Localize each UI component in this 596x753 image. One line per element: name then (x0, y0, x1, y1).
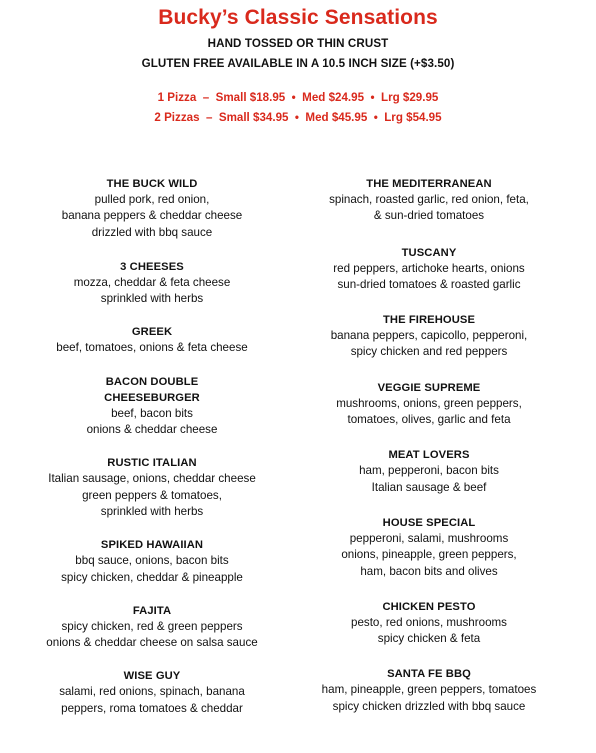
item-name: BACON DOUBLE (105, 375, 199, 388)
item-name: FAJITA (132, 604, 172, 617)
item-desc-line: drizzled with bbq sauce (91, 225, 213, 239)
item-desc-line: beef, bacon bits (111, 406, 193, 420)
item-name: TUSCANY (401, 246, 457, 259)
price-one-pizza: 1 Pizza – Small $18.95 • Med $24.95 • Lrg $29.95 (157, 91, 439, 104)
crust-options: HAND TOSSED OR THIN CRUST (207, 37, 389, 50)
menu-item (289, 666, 569, 715)
menu-title: Bucky’s Classic Sensations (158, 6, 438, 29)
item-desc-line: salami, red onions, spinach, banana (59, 685, 245, 699)
item-desc-line: tomatoes, olives, garlic and feta (347, 413, 511, 427)
item-desc-line: mozza, cheddar & feta cheese (73, 275, 231, 289)
item-desc-line: banana peppers & cheddar cheese (61, 209, 243, 223)
item-desc-line: onions & cheddar cheese on salsa sauce (46, 636, 258, 650)
item-desc-line: sun-dried tomatoes & roasted garlic (337, 277, 521, 291)
item-name: RUSTIC ITALIAN (107, 457, 197, 470)
menu-item (289, 447, 569, 496)
menu-item (289, 176, 569, 225)
item-desc-line: sprinkled with herbs (100, 504, 204, 518)
menu-item (12, 324, 292, 356)
menu-item (289, 380, 569, 429)
menu-item (12, 668, 292, 717)
menu-column-left (12, 176, 292, 717)
item-name: THE BUCK WILD (106, 178, 198, 190)
item-desc-line: onions & cheddar cheese (86, 423, 218, 437)
item-desc-line: ham, bacon bits and olives (360, 564, 498, 578)
item-desc-line: banana peppers, capicollo, pepperoni, (330, 329, 528, 343)
item-desc-line: onions, pineapple, green peppers, (341, 548, 517, 562)
item-desc-line: beef, tomatoes, onions & feta cheese (56, 341, 248, 355)
menu-item (12, 537, 292, 586)
item-desc-line: & sun-dried tomatoes (373, 209, 485, 223)
item-desc-line: spicy chicken & feta (377, 632, 481, 646)
item-desc-line: pepperoni, salami, mushrooms (349, 531, 509, 545)
item-desc-line: ham, pepperoni, bacon bits (359, 464, 499, 478)
item-name: THE MEDITERRANEAN (366, 178, 492, 190)
item-desc-line: pulled pork, red onion, (94, 193, 210, 206)
item-name: SANTA FE BBQ (387, 668, 471, 681)
item-desc-line: spicy chicken drizzled with bbq sauce (332, 699, 526, 713)
menu-item (12, 259, 292, 308)
item-desc-line: red peppers, artichoke hearts, onions (333, 261, 525, 275)
item-name: VEGGIE SUPREME (377, 381, 481, 394)
item-desc-line: pesto, red onions, mushrooms (351, 615, 507, 629)
menu-item (289, 312, 569, 361)
menu-item (289, 245, 569, 294)
item-desc-line: sprinkled with herbs (100, 292, 204, 306)
item-desc-line: Italian sausage, onions, cheddar cheese (48, 472, 256, 486)
item-desc-line: green peppers & tomatoes, (82, 488, 222, 502)
item-desc-line: ham, pineapple, green peppers, tomatoes (321, 683, 537, 697)
item-name: SPIKED HAWAIIAN (100, 539, 204, 552)
gluten-free-note: GLUTEN FREE AVAILABLE IN A 10.5 INCH SIZE (+$3.50) (141, 57, 455, 70)
menu-item (12, 374, 292, 439)
menu-column-right (289, 176, 569, 715)
menu-item (12, 176, 292, 241)
item-name: MEAT LOVERS (388, 449, 470, 462)
menu-item (289, 515, 569, 580)
menu-item (12, 455, 292, 520)
item-name: CHICKEN PESTO (382, 600, 476, 613)
item-desc-line: mushrooms, onions, green peppers, (336, 396, 522, 410)
item-desc-line: spicy chicken, red & green peppers (61, 619, 243, 633)
item-desc-line: spicy chicken, cheddar & pineapple (61, 570, 243, 584)
item-desc-line: spinach, roasted garlic, red onion, feta, (329, 193, 529, 206)
item-desc-line: spicy chicken and red peppers (350, 345, 508, 359)
item-name: CHEESEBURGER (104, 391, 200, 404)
item-name: THE FIREHOUSE (382, 314, 476, 327)
item-desc-line: bbq sauce, onions, bacon bits (75, 554, 229, 568)
menu-item (12, 603, 292, 652)
item-name: GREEK (131, 326, 173, 339)
item-desc-line: peppers, roma tomatoes & cheddar (61, 701, 243, 715)
item-name: 3 CHEESES (120, 260, 184, 273)
menu-item (289, 599, 569, 648)
item-name: HOUSE SPECIAL (382, 516, 476, 529)
item-desc-line: Italian sausage & beef (371, 480, 487, 494)
price-two-pizzas: 2 Pizzas – Small $34.95 • Med $45.95 • Lrg $54.95 (154, 111, 442, 124)
item-name: WISE GUY (123, 670, 181, 683)
